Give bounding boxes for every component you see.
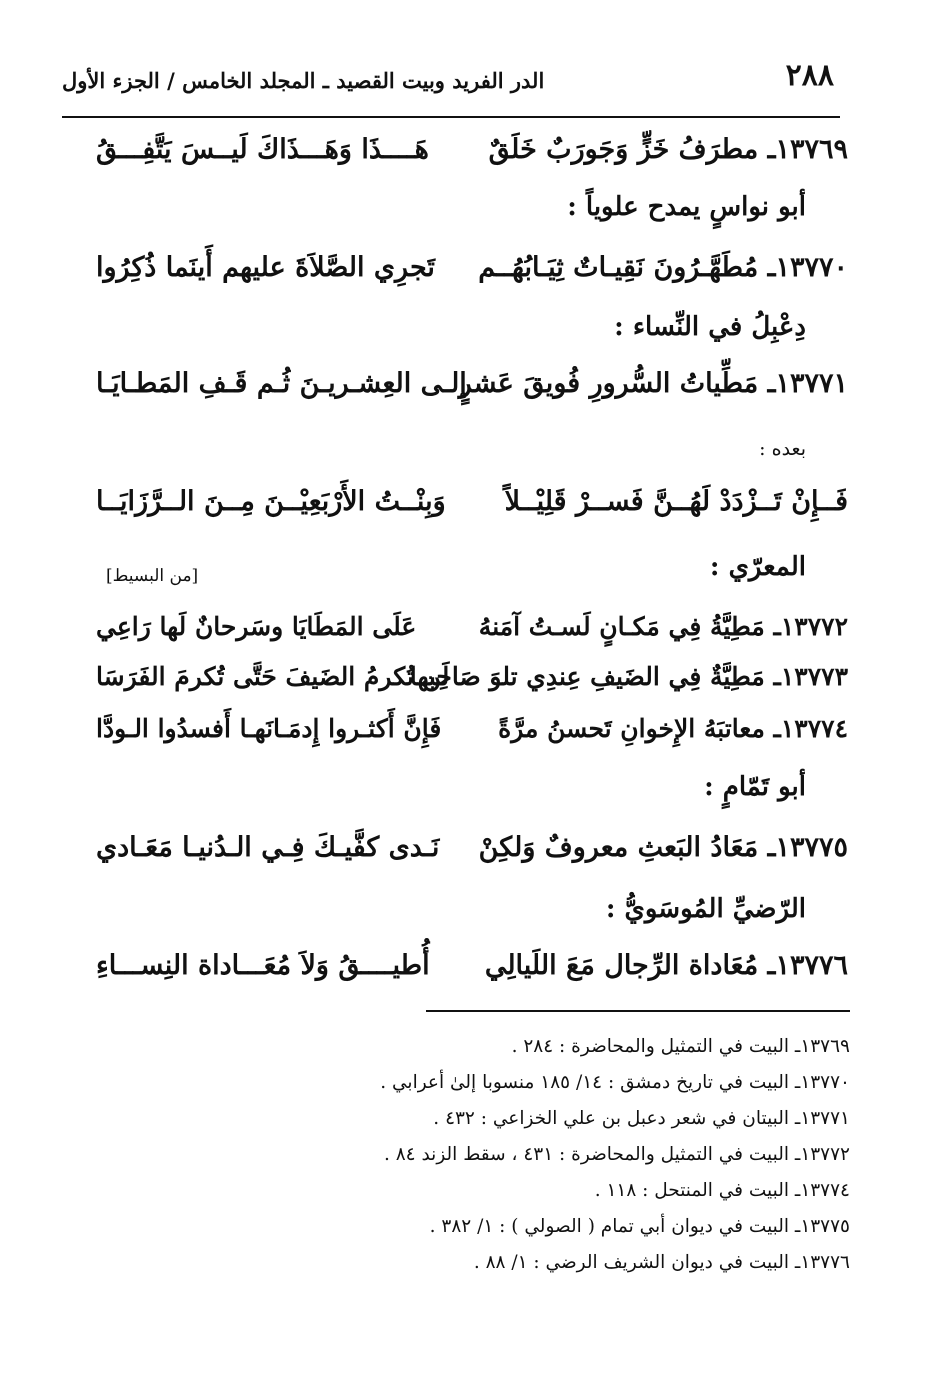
verse-13772 bbox=[96, 612, 848, 654]
verse-13770 bbox=[96, 252, 848, 294]
verse-second-hemistich: لَن تُكرمُ الضَيفَ حَتَّى تُكرمَ الفَرَسَا bbox=[96, 662, 450, 691]
header-rule bbox=[62, 116, 840, 118]
verse-first-hemistich: ١٣٧٧١ـ مَطِّياتُ السُّرورِ فُويقَ عَشرٍ bbox=[458, 368, 848, 399]
poet-heading: أبو نواسٍ يمدح علوياً : bbox=[567, 192, 806, 222]
poet-heading: دِعْبِلُ في النِّساء : bbox=[614, 312, 806, 342]
verse-second-hemistich: أُطيــــقُ وَلاَ مُعَـــاداة النِســـاءِ bbox=[96, 950, 430, 981]
verse-first-hemistich: ١٣٧٦٩ـ مطرَفُ خَزٍّ وَجَورَبٌ خَلَقٌ bbox=[488, 134, 848, 165]
verse-first-hemistich: فَــإِنْ تَــزْدَدْ لَهُــنَّ فَســرْ قَلِيْــلاً bbox=[504, 486, 848, 517]
poet-heading: المعرّي : bbox=[709, 552, 806, 582]
footnote: ١٣٧٧٥ـ البيت في ديوان أبي تمام ( الصولي ) : ١/ ٣٨٢ . bbox=[429, 1216, 850, 1237]
footnote: ١٣٧٧٢ـ البيت في التمثيل والمحاضرة : ٤٣١ ، سقط الزند ٨٤ . bbox=[383, 1144, 850, 1165]
verse-second-hemistich: إلـى العِشـريـنَ ثُـم قَـفِ المَطـايَـا bbox=[96, 368, 467, 399]
poet-heading: أبو تَمّامٍ : bbox=[704, 772, 806, 802]
verse-first-hemistich: ١٣٧٧٤ـ معاتبَهُ الإِخوانِ تَحسنُ مرَّةً bbox=[498, 714, 848, 743]
footnote: ١٣٧٦٩ـ البيت في التمثيل والمحاضرة : ٢٨٤ . bbox=[511, 1036, 850, 1057]
verse-second-hemistich: عَلَى المَطَايَا وسَرحانٌ لَها رَاعِي bbox=[96, 612, 417, 641]
footnote: ١٣٧٧٦ـ البيت في ديوان الشريف الرضي : ١/ ٨٨ . bbox=[473, 1252, 850, 1273]
verse-second-hemistich: هَــــذَا وَهَـــذَاكَ لَيــسَ يَتَّفِـــقُ bbox=[96, 134, 429, 165]
verse-13771 bbox=[96, 368, 848, 410]
verse-13774 bbox=[96, 714, 848, 756]
verse-continuation bbox=[96, 486, 848, 528]
poet-heading: الرّضيِّ المُوسَويُّ : bbox=[605, 894, 806, 924]
verse-first-hemistich: ١٣٧٧٣ـ مَطِيَّةٌ فِي الضَيفِ عِندِي تلوَ صَاحِبها bbox=[409, 662, 848, 691]
verse-13776 bbox=[96, 950, 848, 992]
verse-13769 bbox=[96, 134, 848, 176]
footnote-separator bbox=[426, 1010, 850, 1012]
verse-first-hemistich: ١٣٧٧٥ـ مَعَادُ البَعثِ معروفٌ وَلكِنْ bbox=[478, 832, 848, 863]
verse-first-hemistich: ١٣٧٧٢ـ مَطِيَّةُ فِي مَكـانٍ لَسـتُ آمَنهُ bbox=[478, 612, 848, 641]
verse-second-hemistich: نَـدى كفَّيـكَ فِـي الـدُنيـا مَعَـادي bbox=[96, 832, 440, 863]
continuation-label: بعده : bbox=[759, 438, 806, 460]
verse-13775 bbox=[96, 832, 848, 874]
verse-first-hemistich: ١٣٧٧٦ـ مُعَاداة الرِّجال مَعَ اللَيالِي bbox=[484, 950, 848, 981]
verse-second-hemistich: تَجرِي الصَّلاَةَ عليهم أَينَما ذُكِرُوا bbox=[96, 252, 435, 283]
running-head: الدر الفريد وبيت القصيد ـ المجلد الخامس / الجزء الأول bbox=[62, 68, 545, 93]
verse-13773 bbox=[96, 662, 848, 704]
meter-label: [من البسيط] bbox=[106, 566, 199, 586]
page-number: ٢٨٨ bbox=[785, 58, 834, 93]
verse-first-hemistich: ١٣٧٧٠ـ مُطَهَّـرُونَ نَقِيـاتٌ ثِيَـابُهُــم bbox=[478, 252, 848, 283]
footnote: ١٣٧٧٤ـ البيت في المنتحل : ١١٨ . bbox=[594, 1180, 850, 1201]
footnote: ١٣٧٧٠ـ البيت في تاريخ دمشق : ١٤/ ١٨٥ منسوبا إلىٰ أعرابي . bbox=[380, 1072, 850, 1093]
footnote: ١٣٧٧١ـ البيتان في شعر دعبل بن علي الخزاعي : ٤٣٢ . bbox=[433, 1108, 850, 1129]
verse-second-hemistich: فَإِنَّ أَكثـروا إِدمَـانَهـا أَفسدُوا الـودَّا bbox=[96, 714, 442, 743]
verse-second-hemistich: وَبِنْــتُ الأَرْبَعِيْــنَ مِــنَ الــرَّزَايَــا bbox=[96, 486, 446, 517]
